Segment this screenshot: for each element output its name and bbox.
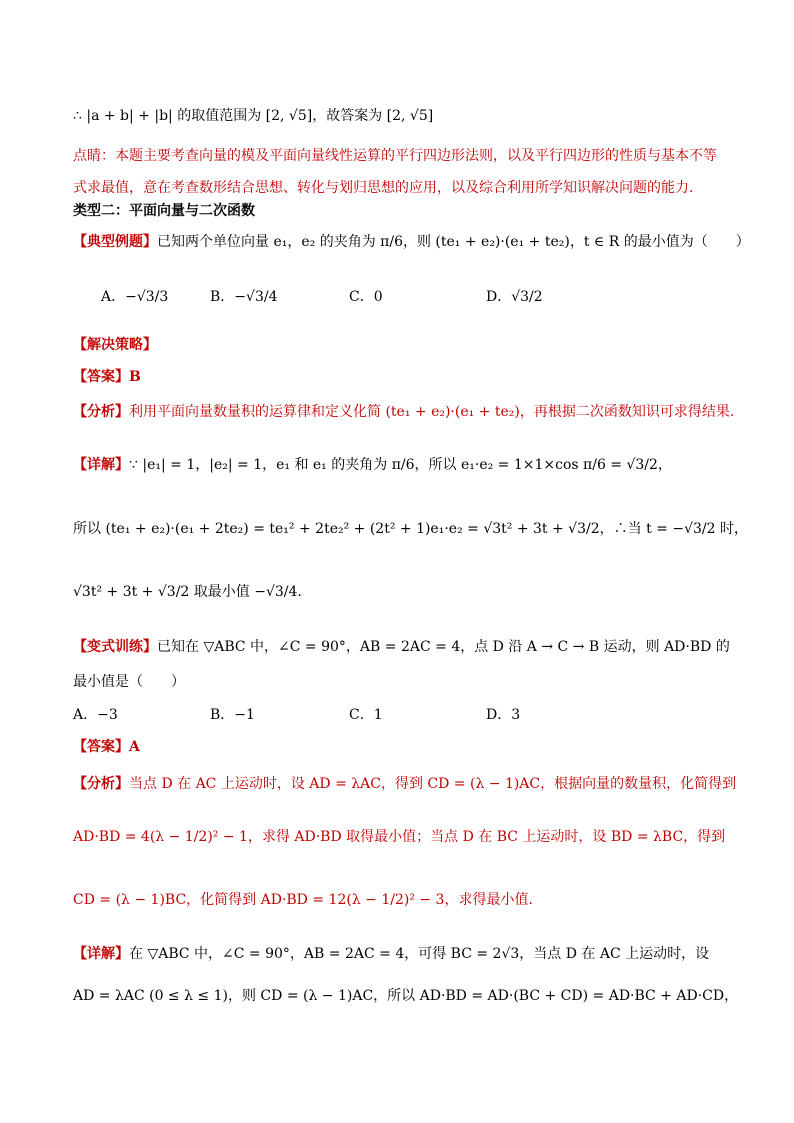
option-c: C．0 xyxy=(349,289,383,305)
option-c: C．1 xyxy=(349,707,383,723)
answer-line-2 xyxy=(73,737,733,757)
section-heading: 类型二：平面向量与二次函数 xyxy=(73,203,255,219)
answer-line-1 xyxy=(73,367,733,387)
conclusion-line: ∴ |a + b| + |b| 的取值范围为 [2, √5]，故答案为 [2, √5] xyxy=(73,108,434,124)
example-question xyxy=(73,232,750,252)
variant-question-cont: 最小值是（ ） xyxy=(73,674,185,690)
detail-tag: 【详解】 xyxy=(73,457,129,473)
comment-line-1: 点睛：本题主要考查向量的模及平面向量线性运算的平行四边形法则，以及平行四边形的性质与基本不等 xyxy=(73,148,717,164)
analysis-tag: 【分析】 xyxy=(73,776,129,792)
answer-tag: 【答案】 xyxy=(73,739,129,755)
detail-line-3: √3t² + 3t + √3/2 取最小值 −√3/4. xyxy=(73,584,302,600)
option-d: D．3 xyxy=(486,707,521,723)
variant-text: 已知在 ▽ABC 中，∠C = 90°，AB = 2AC = 4，点 D 沿 A → C → B 运动，则 AD·BD 的 xyxy=(157,639,730,655)
detail-line-5: AD = λAC (0 ≤ λ ≤ 1)，则 CD = (λ − 1)AC，所以 AD·BD = AD·(BC + CD) = AD·BC + AD·CD， xyxy=(73,988,739,1004)
detail-text: ∵ |e₁| = 1，|e₂| = 1，e₁ 和 e₁ 的夹角为 π/6，所以 e₁·e₂ = 1×1×cos π/6 = √3/2， xyxy=(129,457,672,473)
option-b: B．−√3/4 xyxy=(210,289,278,305)
detail-line-1 xyxy=(73,455,733,475)
analysis-text: 当点 D 在 AC 上运动时，设 AD = λAC，得到 CD = (λ − 1)AC，根据向量的数量积，化简得到 xyxy=(129,776,737,792)
variant-tag: 【变式训练】 xyxy=(73,639,157,655)
analysis-tag: 【分析】 xyxy=(73,404,129,420)
analysis-line-2 xyxy=(73,774,737,794)
example-text: 已知两个单位向量 e₁，e₂ 的夹角为 π/6，则 (te₁ + e₂)·(e₁ + te₂)，t ∈ R 的最小值为（ ） xyxy=(157,234,750,250)
comment-line-2: 式求最值，意在考查数形结合思想、转化与划归思想的应用，以及综合利用所学知识解决问题的能力. xyxy=(73,180,694,196)
analysis-line-2c: CD = (λ − 1)BC，化简得到 AD·BD = 12(λ − 1/2)² − 3，求得最小值. xyxy=(73,892,533,908)
analysis-line-2b: AD·BD = 4(λ − 1/2)² − 1，求得 AD·BD 取得最小值；当点 D 在 BC 上运动时，设 BD = λBC，得到 xyxy=(73,829,726,845)
analysis-line-1 xyxy=(73,402,733,422)
answer-value: B xyxy=(129,369,141,385)
example-tag: 【典型例题】 xyxy=(73,234,157,250)
analysis-text: 利用平面向量数量积的运算律和定义化简 (te₁ + e₂)·(e₁ + te₂)，再根据二次函数知识可求得结果. xyxy=(129,404,735,420)
answer-value: A xyxy=(129,739,140,755)
detail-line-4 xyxy=(73,944,733,964)
option-d: D．√3/2 xyxy=(486,289,543,305)
option-a: A．−3 xyxy=(73,707,118,723)
variant-question xyxy=(73,637,733,657)
strategy-heading: 【解决策略】 xyxy=(73,337,157,353)
detail-line-2: 所以 (te₁ + e₂)·(e₁ + 2te₂) = te₁² + 2te₂² + (2t² + 1)e₁·e₂ = √3t² + 3t + √3/2，∴当 t = −√3/2 时， xyxy=(73,521,748,537)
answer-tag: 【答案】 xyxy=(73,369,129,385)
option-a: A．−√3/3 xyxy=(101,289,169,305)
detail-tag: 【详解】 xyxy=(73,946,129,962)
option-b: B．−1 xyxy=(210,707,255,723)
detail-text: 在 ▽ABC 中，∠C = 90°，AB = 2AC = 4，可得 BC = 2√3，当点 D 在 AC 上运动时，设 xyxy=(129,946,710,962)
